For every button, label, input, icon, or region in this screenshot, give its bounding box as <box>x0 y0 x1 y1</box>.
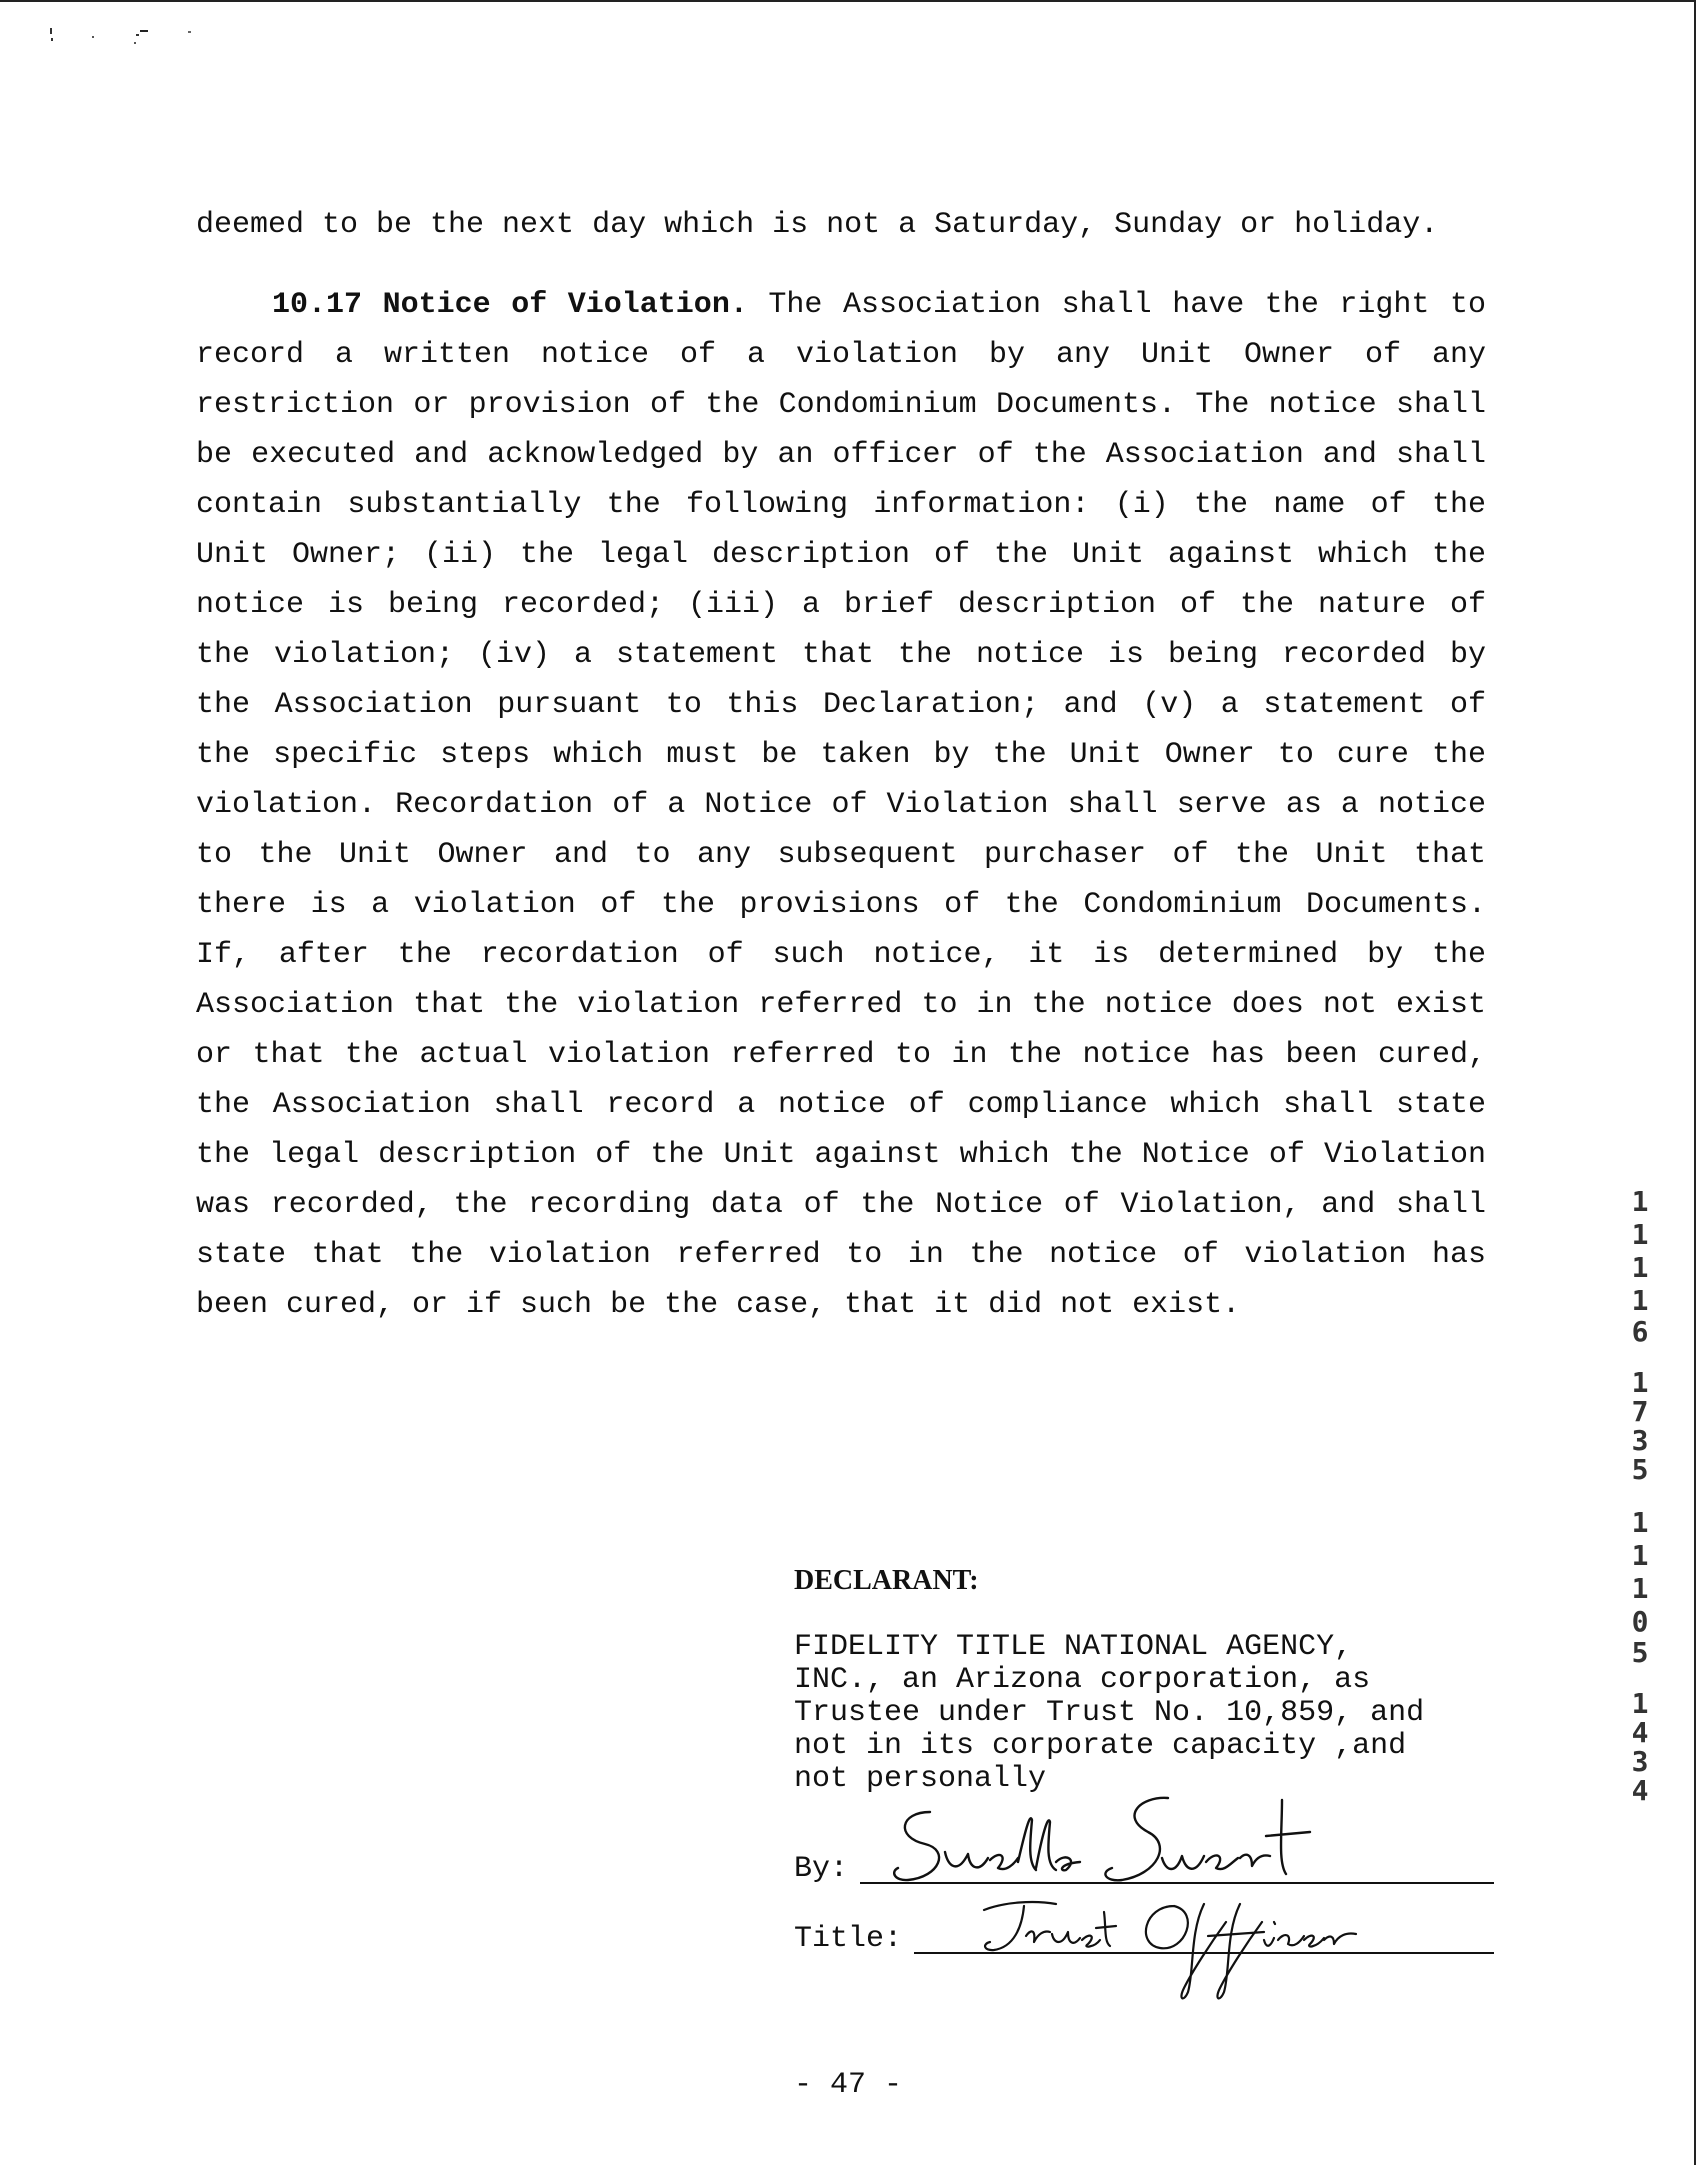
stamp-group-2 <box>1625 1368 1655 1484</box>
document-body <box>196 200 1486 1330</box>
page-number: - 47 - <box>793 2068 903 2102</box>
section-heading: Notice of Violation. <box>382 288 748 322</box>
continuation-paragraph: deemed to be the next day which is not a Saturday, Sunday or holiday. <box>196 208 1439 242</box>
stamp-char: 4 <box>1631 1716 1649 1749</box>
by-label: By: <box>794 1852 849 1886</box>
stamp-char: 3 <box>1631 1424 1649 1457</box>
stamp-char: 7 <box>1631 1395 1649 1428</box>
title-signature-line <box>914 1912 1494 1954</box>
title-row <box>794 1884 1494 1954</box>
signature-block <box>794 1565 1494 1954</box>
stamp-char: 4 <box>1631 1774 1649 1807</box>
handwritten-title <box>964 1892 1364 2012</box>
section-number: 10.17 <box>272 288 363 322</box>
stamp-group-3 <box>1625 1506 1655 1667</box>
handwritten-signature <box>890 1792 1350 1892</box>
declarant-label: DECLARANT: <box>794 1565 979 1596</box>
stamp-char: 3 <box>1631 1745 1649 1778</box>
by-signature-line <box>860 1842 1494 1884</box>
stamp-chars: 1111 <box>1623 1185 1657 1317</box>
section-paragraph <box>196 280 1486 1330</box>
stamp-group-4 <box>1625 1689 1655 1805</box>
stamp-chars: 1110 <box>1623 1506 1657 1638</box>
section-body: The Association shall have the right to record a written notice of a violation by any Unit Owner of any restriction or provision of the Condominium Documents. The notice shall be executed and acknowledged by an officer of the Association and shall contain substantially the following information: (i) the name of the Unit Owner; (ii) the legal description of the Unit against which the notice is being recorded; (iii) a brief description of the nature of the violation; (iv) a statement that the notice is being recorded by the Association pursuant to this Declaration; and (v) a statement of the specific steps which must be taken by the Unit Owner to cure the violation. Recordation of a Notice of Violation shall serve as a notice to the Unit Owner and to any subsequent purchaser of the Unit that there is a violation of the provisions of the Condominium Documents. If, after the recordation of such notice, it is determined by the Association that the violation referred to in the notice does not exist or that the actual violation referred to in the notice has been cured, the Association shall record a notice of compliance which shall state the legal description of the Unit against which the Notice of Violation was recorded, the recording data of the Notice of Violation, and shall state that the violation referred to in the notice of violation has been cured, or if such be the case, that it did not exist. <box>196 288 1486 1322</box>
declarant-entity: FIDELITY TITLE NATIONAL AGENCY, INC., an Arizona corporation, as Trustee under Trust No. 10,859, and not in its corporate capacity ,and not personally <box>794 1630 1425 1796</box>
title-label: Title: <box>794 1922 903 1956</box>
scan-top-edge <box>0 0 1696 2</box>
stamp-char: 1 <box>1631 1687 1649 1720</box>
scan-specks <box>40 20 200 60</box>
stamp-char: 1 <box>1631 1366 1649 1399</box>
stamp-char: 5 <box>1631 1453 1649 1486</box>
stamp-char: 6 <box>1631 1315 1649 1348</box>
by-row <box>794 1814 1494 1884</box>
stamp-group-1 <box>1625 1185 1655 1346</box>
margin-recording-stamp <box>1625 1185 1655 1827</box>
stamp-char: 5 <box>1631 1636 1649 1669</box>
